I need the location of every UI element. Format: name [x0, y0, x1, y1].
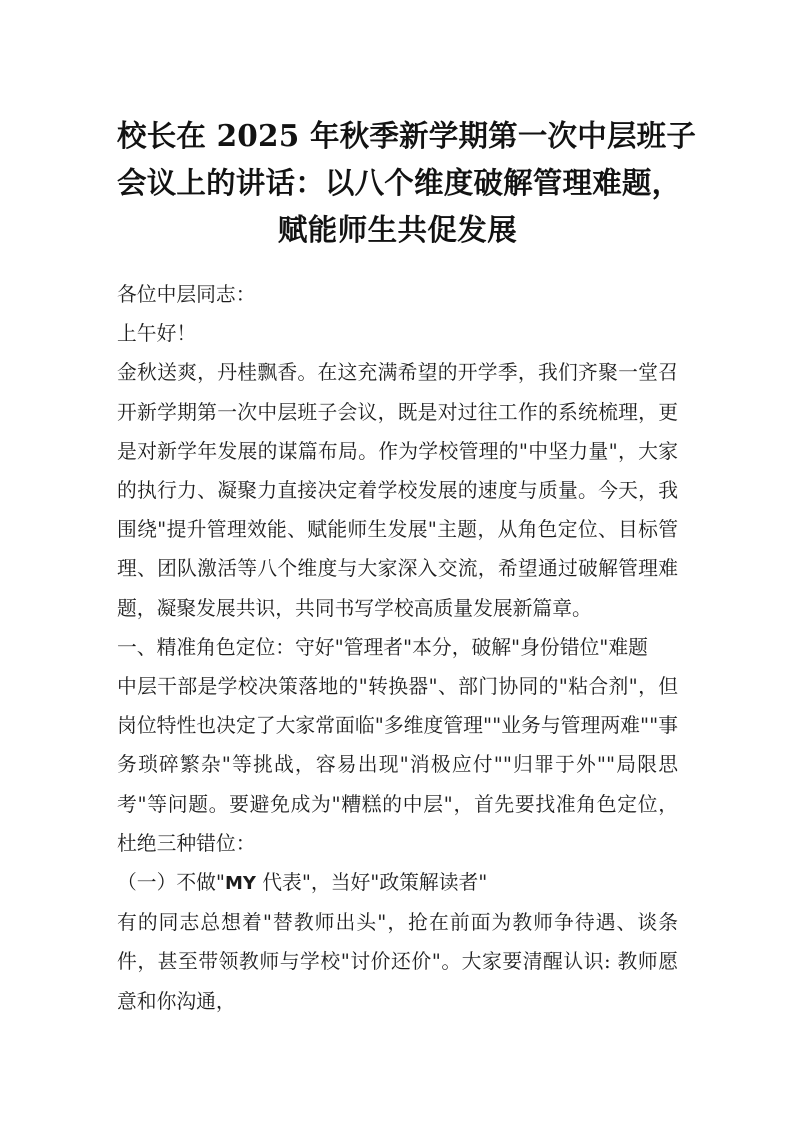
subsection-one-heading [117, 863, 678, 903]
document-title-line-3: 赋能师生共促发展 [277, 212, 518, 247]
subsection-one-heading-suffix: 代表"，当好"政策解读者" [255, 871, 488, 895]
document-title-line-1: 校长在 2025 年秋季新学期第一次中层班子 [117, 118, 697, 153]
document-title-line-2: 会议上的讲话：以八个维度破解管理难题， [117, 165, 682, 200]
subsection-one-heading-prefix: （一）不做" [117, 871, 226, 895]
greeting: 上午好！ [117, 322, 197, 346]
document-content [117, 112, 697, 1021]
opening-paragraph: 金秋送爽，丹桂飘香。在这充满希望的开学季，我们齐聚一堂召开新学期第一次中层班子会议，既是对过往工作的系统梳理，更是对新学年发展的谋篇布局。作为学校管理的"中坚力量"，大家的执行力、凝聚力直接决定着学校发展的速度与质量。今天，我围绕"提升管理效能、赋能师生发展"主题，从角色定位、目标管理、团队激活等八个维度与大家深入交流，希望通过破解管理难题，凝聚发展共识，共同书写学校高质量发展新篇章。 [117, 361, 678, 620]
subsection-one-heading-latin: MY [225, 873, 256, 895]
document-title [117, 112, 697, 253]
subsection-one-paragraph: 有的同志总想着"替教师出头"，抢在前面为教师争待遇、谈条件，甚至带领教师与学校"讨价还价"。大家要清醒认识: 教师愿意和你沟通， [117, 911, 678, 1013]
section-one-paragraph: 中层干部是学校决策落地的"转换器"、部门协同的"粘合剂"，但岗位特性也决定了大家常面临"多维度管理""业务与管理两难""事务琐碎繁杂"等挑战，容易出现"消极应付""归罪于外""局限思考"等问题。要避免成为"糟糕的中层"，首先要找准角色定位，杜绝三种错位： [117, 675, 678, 855]
section-one-heading: 一、精准角色定位：守好"管理者"本分，破解"身份错位"难题 [117, 635, 648, 659]
salutation: 各位中层同志： [117, 283, 256, 306]
